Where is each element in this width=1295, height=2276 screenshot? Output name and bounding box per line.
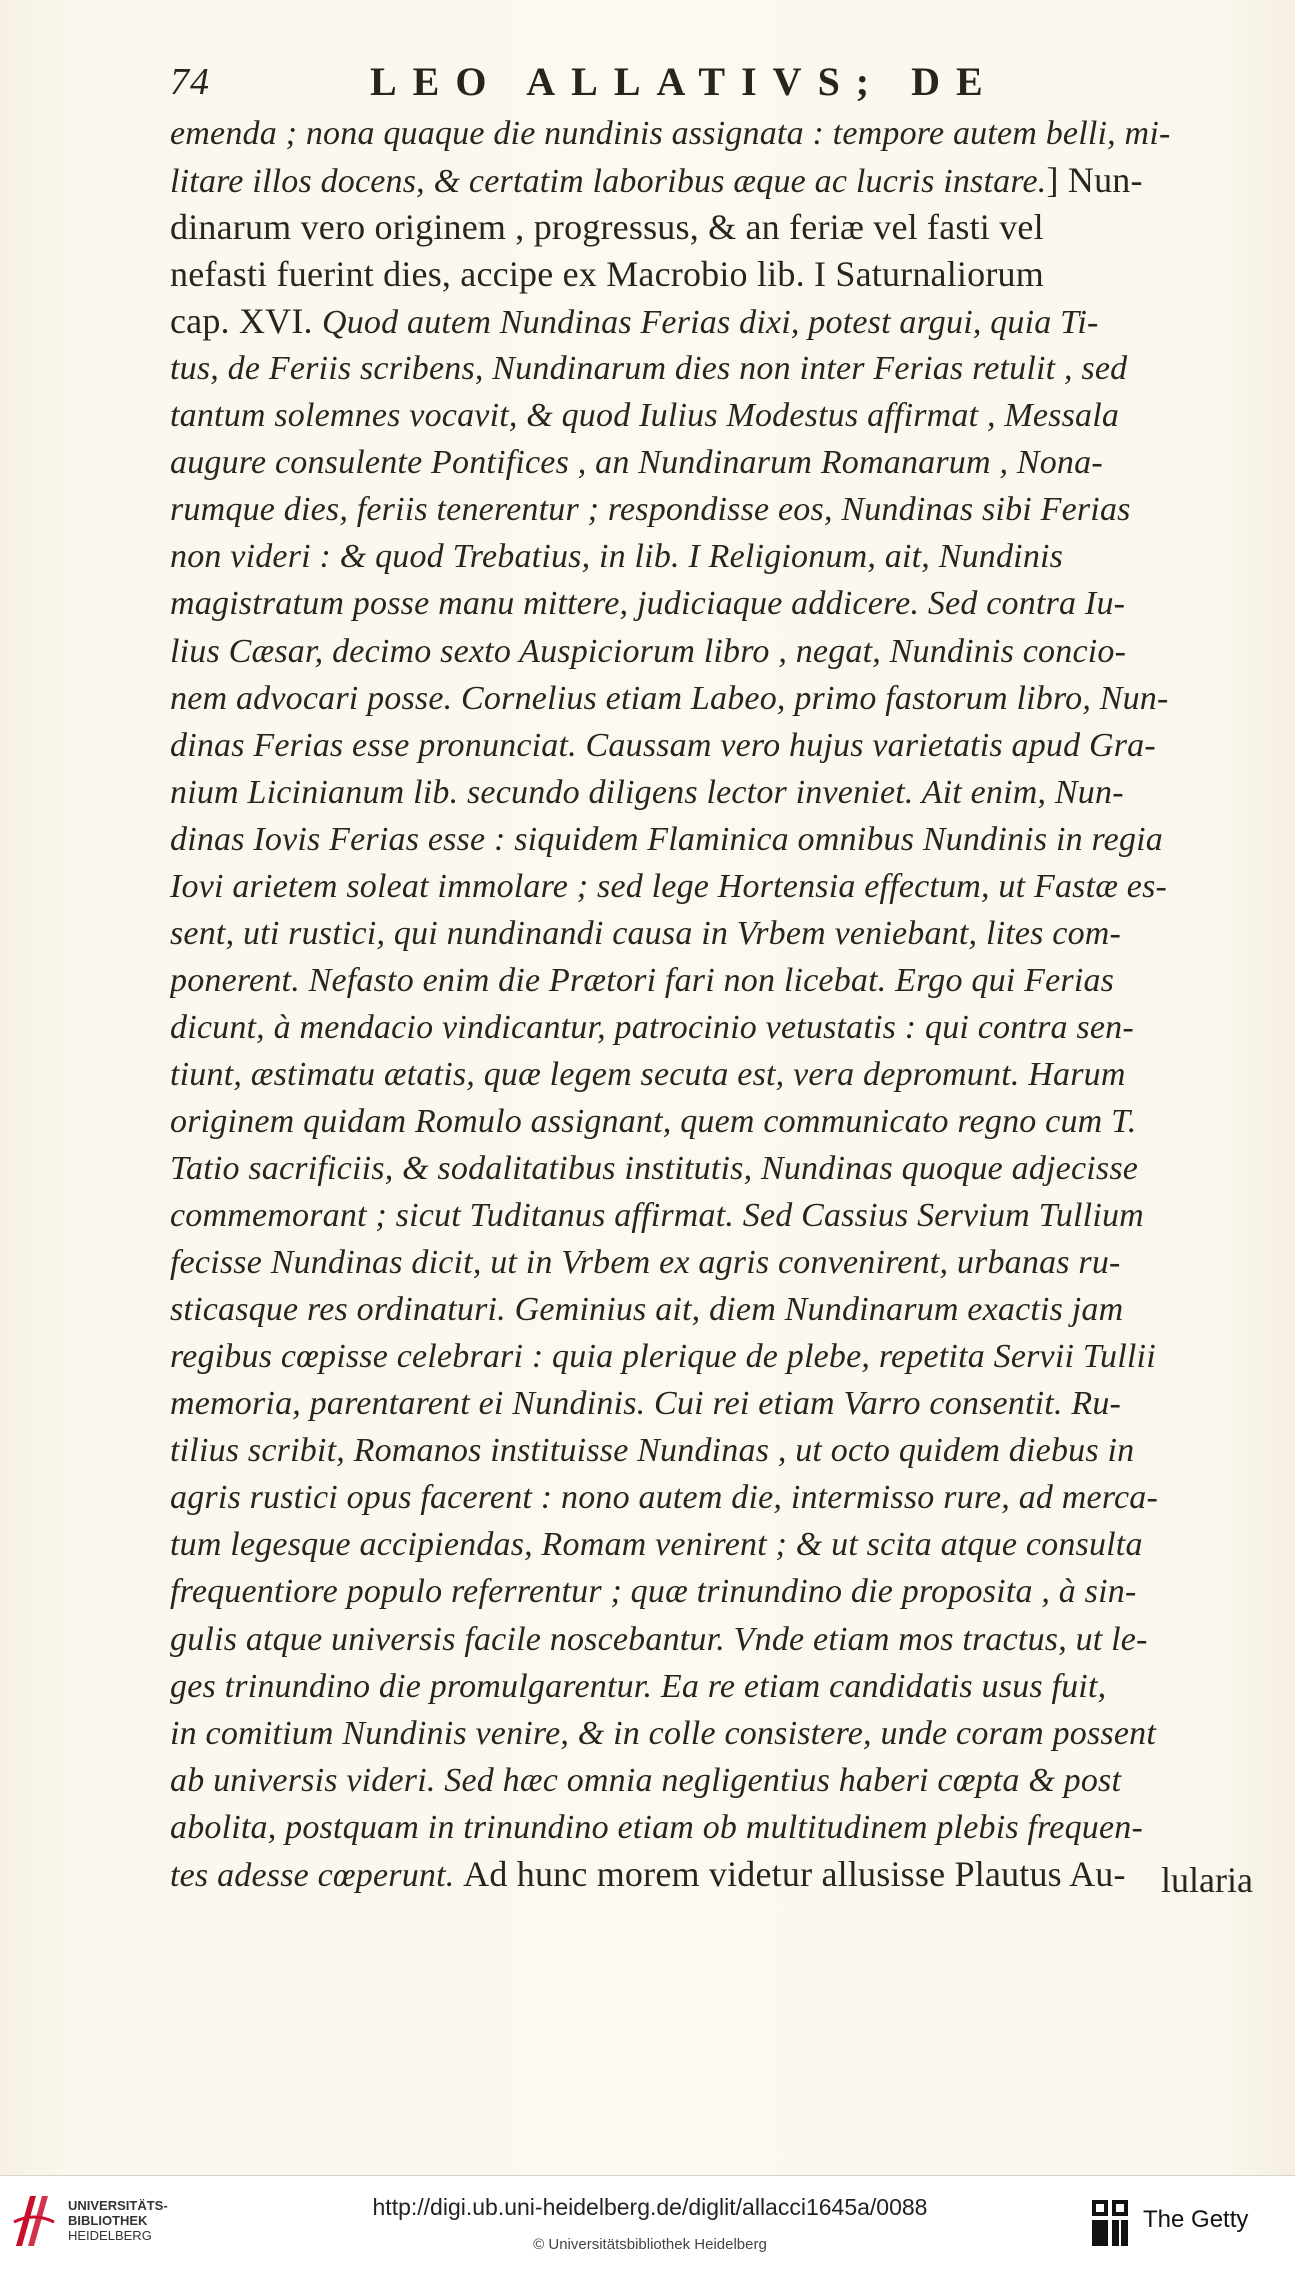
text-line (170, 580, 1260, 627)
italic-text-segment: rumque dies, feriis tenerentur ; respondisse eos, Nundinas sibi Ferias (170, 491, 1131, 529)
catchword: lularia (1161, 1860, 1253, 1900)
italic-text-segment: non videri : & quod Trebatius, in lib. I Religionum, ait, Nundinis (170, 538, 1064, 576)
italic-text-segment: abolita, postquam in trinundino etiam ob multitudinem plebis frequen- (170, 1808, 1143, 1846)
getty-logo-icon (1090, 2198, 1130, 2248)
italic-text-segment: fecisse Nundinas dicit, ut in Vrbem ex agris convenirent, urbanas ru- (170, 1244, 1121, 1282)
text-line (170, 1616, 1260, 1663)
text-line (170, 1145, 1260, 1192)
italic-text-segment: tum legesque accipiendas, Romam venirent ; & ut scita atque consulta (170, 1526, 1143, 1564)
italic-text-segment: Tatio sacrificiis, & sodalitatibus institutis, Nundinas quoque adjecisse (170, 1150, 1139, 1188)
roman-text-segment: dinarum vero originem , progressus, & an feriæ vel fasti vel (170, 207, 1044, 248)
text-line (170, 392, 1260, 439)
text-line (170, 439, 1260, 486)
italic-text-segment: ges trinundino die promulgarentur. Ea re etiam candidatis usus fuit, (170, 1667, 1107, 1705)
copyright-notice: © Universitätsbibliothek Heidelberg (533, 2236, 767, 2253)
text-line (170, 816, 1260, 863)
text-line (170, 1710, 1260, 1757)
text-line (170, 1851, 1260, 1898)
italic-text-segment: dinas Ferias esse pronunciat. Caussam vero hujus varietatis apud Gra- (170, 726, 1156, 764)
page-header (170, 58, 1270, 110)
italic-text-segment: tes adesse cœperunt. (170, 1856, 464, 1894)
roman-text-segment: nefasti fuerint dies, accipe ex Macrobio lib. I Saturnaliorum (170, 254, 1044, 295)
italic-text-segment: in comitium Nundinis venire, & in colle consistere, unde coram possent (170, 1714, 1157, 1752)
text-line (170, 486, 1260, 533)
text-line (170, 1521, 1260, 1568)
text-line (170, 204, 1260, 251)
italic-text-segment: Quod autem Nundinas Ferias dixi, potest argui, quia Ti- (321, 304, 1099, 342)
text-line (170, 1568, 1260, 1615)
text-line (170, 110, 1260, 157)
text-line (170, 1239, 1260, 1286)
library-name: UNIVERSITÄTS- BIBLIOTHEK HEIDELBERG (68, 2198, 168, 2243)
text-line (170, 345, 1260, 392)
text-line (170, 1051, 1260, 1098)
italic-text-segment: sticasque res ordinaturi. Geminius ait, diem Nundinarum exactis jam (170, 1291, 1124, 1329)
text-line (170, 533, 1260, 580)
text-line (170, 675, 1260, 722)
text-line (170, 298, 1260, 345)
roman-text-segment: ] Nun- (1046, 160, 1143, 201)
italic-text-segment: emenda ; nona quaque die nundinis assignata : tempore autem belli, mi- (170, 115, 1171, 152)
sponsor-name: The Getty (1143, 2206, 1249, 2233)
italic-text-segment: frequentiore populo referrentur ; quæ trinundino die proposita , à sin- (170, 1573, 1137, 1611)
italic-text-segment: ponerent. Nefasto enim die Prætori fari non licebat. Ergo qui Ferias (170, 961, 1115, 999)
italic-text-segment: dinas Iovis Ferias esse : siquidem Flaminica omnibus Nundinis in regia (170, 820, 1164, 858)
text-line (170, 1474, 1260, 1521)
italic-text-segment: agris rustici opus facerent : nono autem die, intermisso rure, ad merca- (170, 1479, 1159, 1517)
text-line (170, 157, 1260, 204)
italic-text-segment: gulis atque universis facile noscebantur. Vnde etiam mos tractus, ut le- (170, 1620, 1148, 1658)
text-line (170, 1663, 1260, 1710)
italic-text-segment: ab universis videri. Sed hæc omnia negligentius haberi cœpta & post (170, 1761, 1122, 1799)
italic-text-segment: magistratum posse manu mittere, judiciaque addicere. Sed contra Iu- (170, 585, 1126, 623)
italic-text-segment: Iovi arietem soleat immolare ; sed lege Hortensia effectum, ut Fastæ es- (170, 867, 1168, 905)
italic-text-segment: tilius scribit, Romanos instituisse Nundinas , ut octo quidem diebus in (170, 1432, 1135, 1470)
italic-text-segment: tus, de Feriis scribens, Nundinarum dies non inter Ferias retulit , sed (170, 350, 1128, 388)
text-line (170, 251, 1260, 298)
italic-text-segment: memoria, parentarent ei Nundinis. Cui rei etiam Varro consentit. Ru- (170, 1385, 1122, 1423)
text-line (170, 1333, 1260, 1380)
text-line (170, 1098, 1260, 1145)
italic-text-segment: dicunt, à mendacio vindicantur, patrocinio vetustatis : qui contra sen- (170, 1008, 1134, 1046)
italic-text-segment: tiunt, æstimatu ætatis, quæ legem secuta est, vera depromunt. Harum (170, 1055, 1126, 1093)
italic-text-segment: nium Licinianum lib. secundo diligens lector inveniet. Ait enim, Nun- (170, 773, 1124, 811)
roman-text-segment: cap. XVI. (170, 301, 322, 342)
italic-text-segment: commemorant ; sicut Tuditanus affirmat. Sed Cassius Servium Tullium (170, 1197, 1144, 1235)
text-line (170, 1380, 1260, 1427)
text-line (170, 910, 1260, 957)
running-head: LEO ALLATIVS; DE (370, 59, 999, 104)
italic-text-segment: augure consulente Pontifices , an Nundinarum Romanarum , Nona- (170, 444, 1103, 482)
italic-text-segment: regibus cœpisse celebrari : quia plerique de plebe, repetita Servii Tullii (170, 1338, 1156, 1376)
text-line (170, 769, 1260, 816)
text-line (170, 1757, 1260, 1804)
permalink-url[interactable]: http://digi.ub.uni-heidelberg.de/diglit/allacci1645a/0088 (372, 2194, 928, 2220)
italic-text-segment: originem quidam Romulo assignant, quem communicato regno cum T. (170, 1102, 1137, 1140)
text-line (170, 1004, 1260, 1051)
heidelberg-library-logo-icon (12, 2192, 56, 2250)
text-line (170, 1804, 1260, 1851)
italic-text-segment: sent, uti rustici, qui nundinandi causa in Vrbem veniebant, lites com- (170, 914, 1122, 952)
italic-text-segment: tantum solemnes vocavit, & quod Iulius Modestus affirmat , Messala (170, 397, 1120, 435)
text-line (170, 1192, 1260, 1239)
body-text (170, 110, 1260, 1898)
text-line (170, 1427, 1260, 1474)
italic-text-segment: nem advocari posse. Cornelius etiam Labeo, primo fastorum libro, Nun- (170, 679, 1169, 717)
viewer-footer (0, 2175, 1295, 2276)
italic-text-segment: litare illos docens, & certatim laboribus æque ac lucris instare. (170, 163, 1047, 201)
text-line (170, 628, 1260, 675)
page-number: 74 (170, 61, 210, 103)
italic-text-segment: lius Cæsar, decimo sexto Auspiciorum libro , negat, Nundinis concio- (170, 632, 1127, 670)
roman-text-segment: Ad hunc morem videtur allusisse Plautus Au- (463, 1853, 1126, 1894)
text-line (170, 957, 1260, 1004)
text-line (170, 863, 1260, 910)
text-line (170, 1286, 1260, 1333)
text-line (170, 722, 1260, 769)
